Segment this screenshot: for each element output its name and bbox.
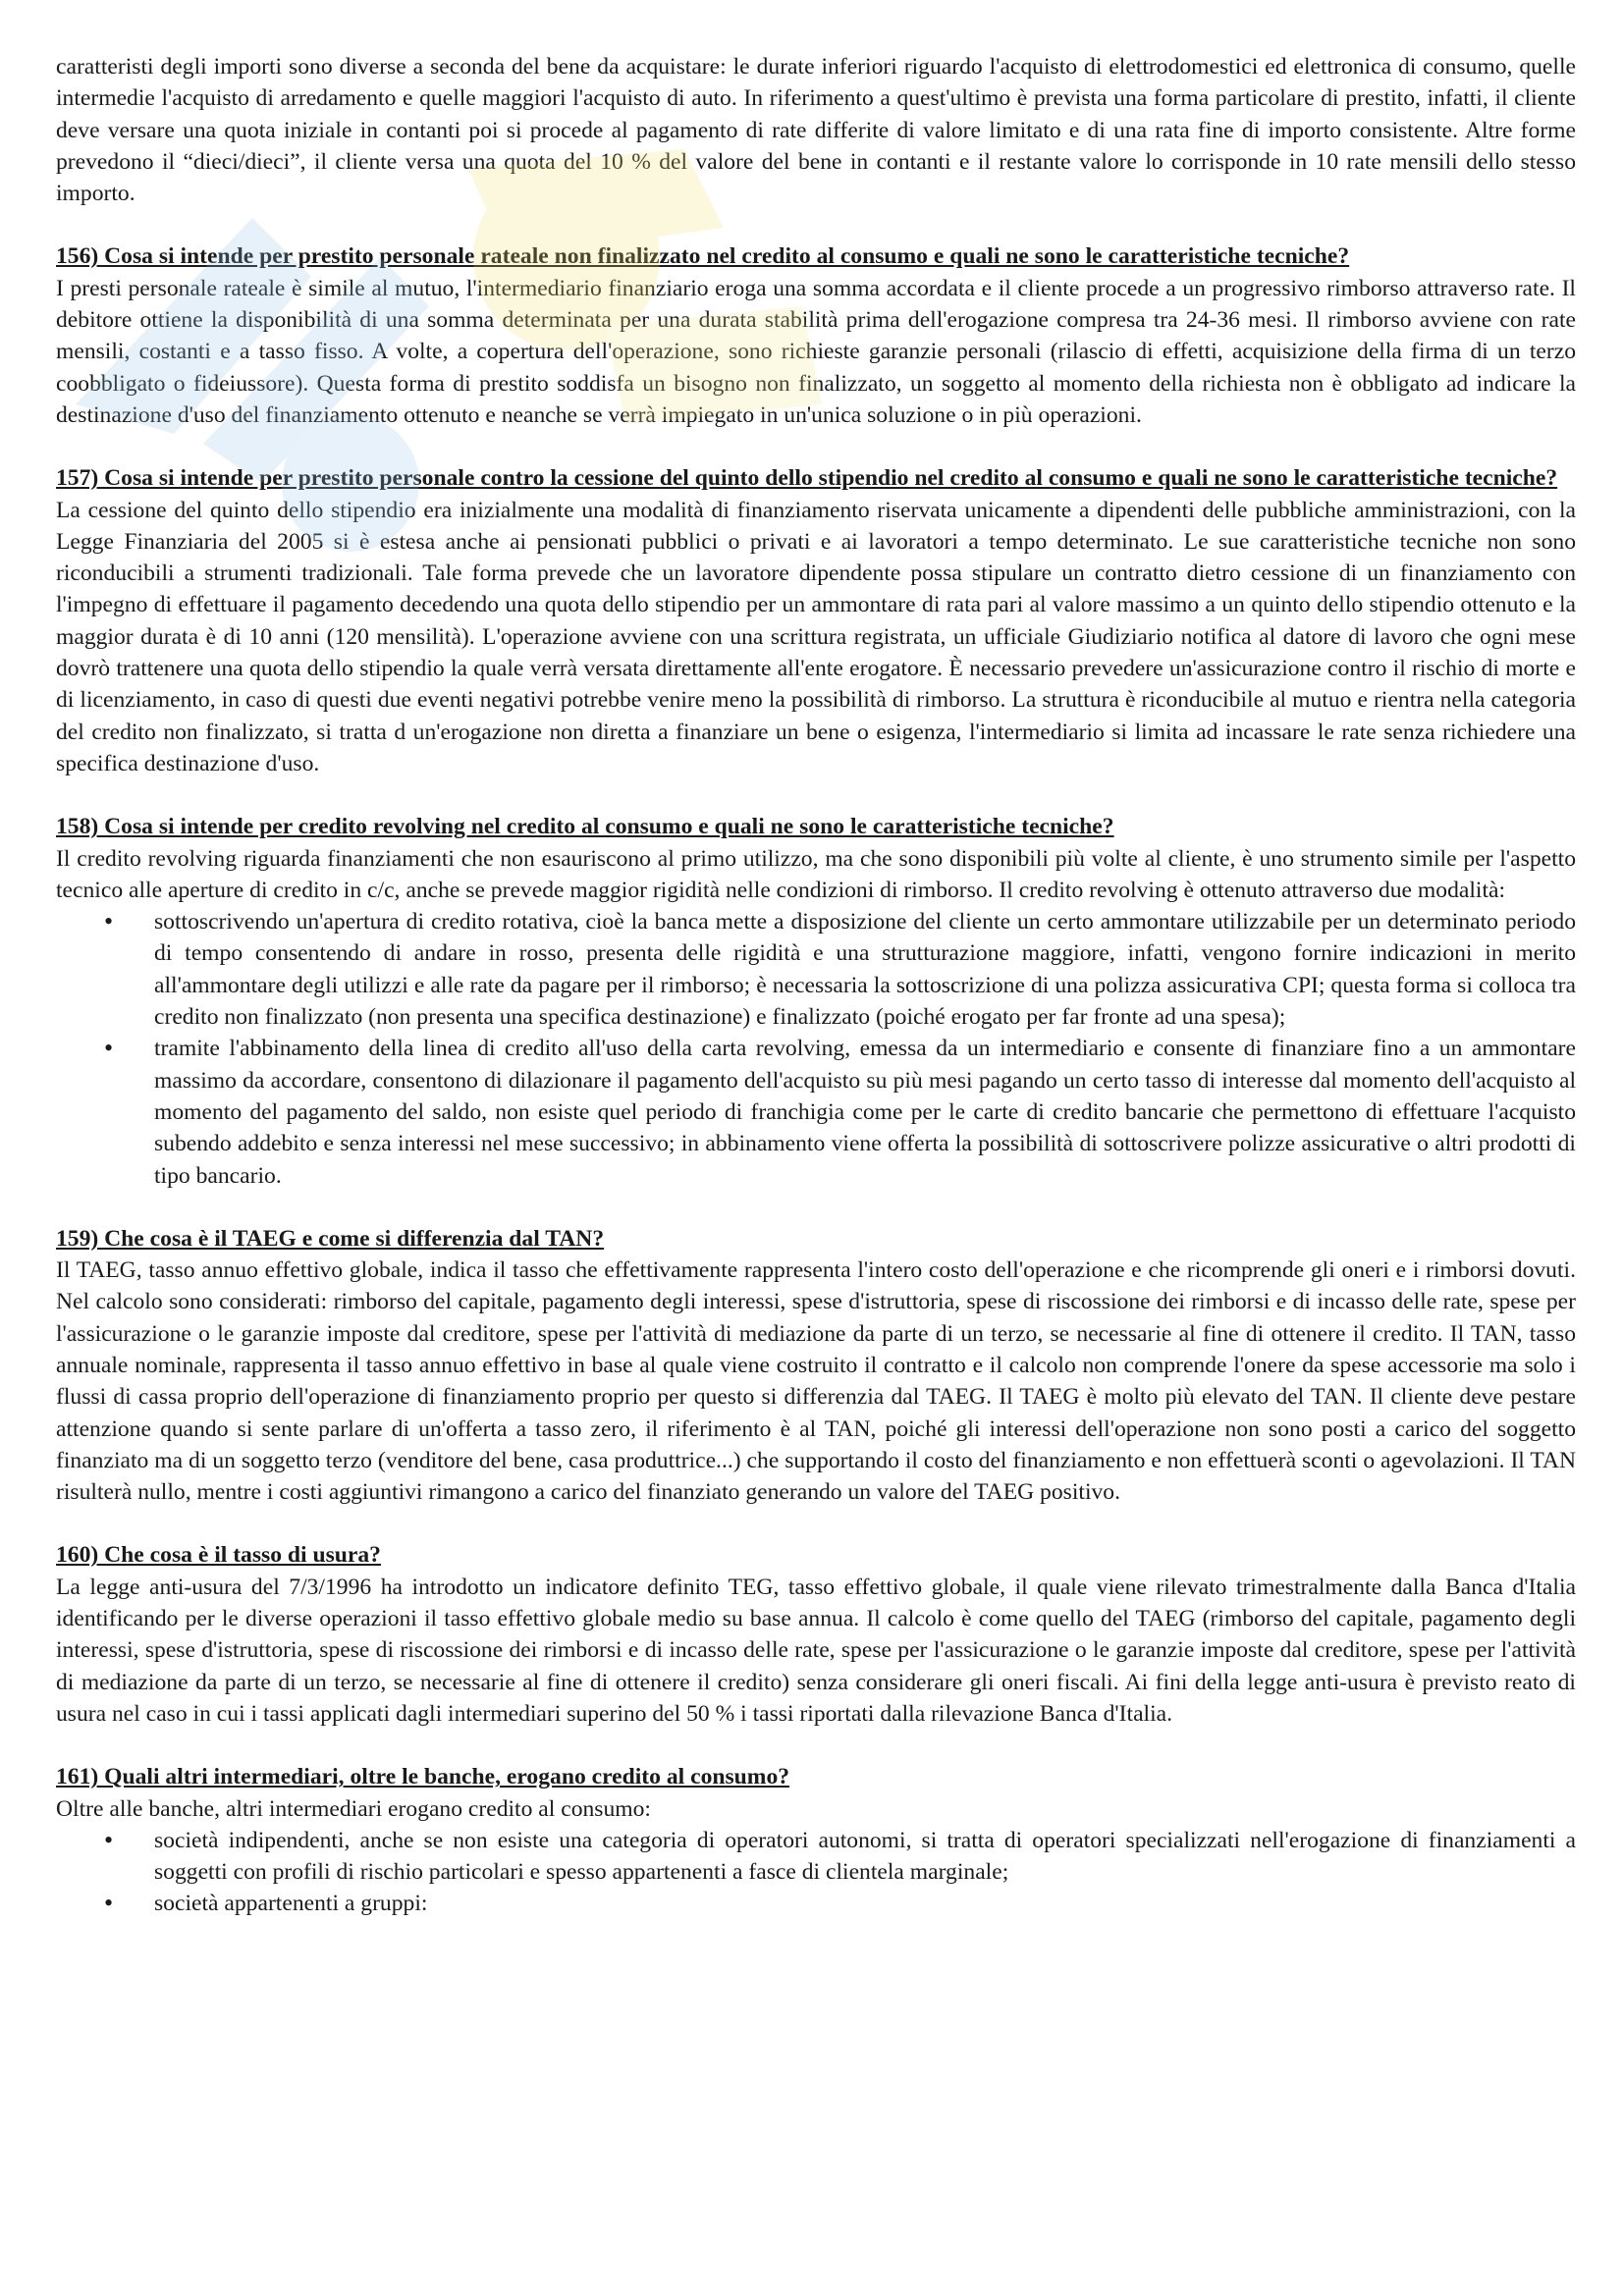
answer-paragraph: La legge anti-usura del 7/3/1996 ha introdotto un indicatore definito TEG, tasso effettivo globale, il quale viene rilevato trimestralmente dalla Banca d'Italia identificando per le diverse operazioni il tasso effettivo globale medio su base annua. Il calcolo è come quello del TAEG (rimborso del capitale, pagamento degli interessi, spese d'istruttoria, spese di riscossione dei rimborsi e di incasso delle rate, spese per l'assicurazione o le garanzie imposte dal creditore, spese per l'attività di mediazione da parte di un terzo, se necessarie al fine di ottenere il credito) senza considerare gli oneri fiscali. Ai fini della legge anti-usura è previsto reato di usura nel caso in cui i tassi applicati dagli intermediari superino del 50 % i tassi riportati dalla rilevazione Banca d'Italia. bbox=[56, 1574, 1576, 1727]
list-item: • società indipendenti, anche se non esiste una categoria di operatori autonomi, si tratta di operatori specializzati nell'erogazione di finanziamenti a soggetti con profili di rischio particolari e spesso appartenenti a fasce di clientela marginale; bbox=[56, 1825, 1576, 1889]
list-item: • tramite l'abbinamento della linea di credito all'uso della carta revolving, emessa da un intermediario e consente di finanziare fino a un ammontare massimo da accordare, consentono di dilazionare il pagamento dell'acquisto su più mesi pagando un certo tasso di interesse dal momento dell'acquisto al momento del pagamento del saldo, non esiste quel periodo di franchigia come per le carte di credito bancarie che permettono di effettuare l'acquisto subendo addebito e senza interessi nel mese successivo; in abbinamento viene offerta la possibilità di sottoscrivere polizze assicurative o altri prodotti di tipo bancario. bbox=[56, 1033, 1576, 1191]
question-heading: 161) Quali altri intermediari, oltre le banche, erogano credito al consumo? bbox=[56, 1764, 790, 1790]
section-159 bbox=[56, 1223, 1576, 1509]
section-156 bbox=[56, 240, 1576, 431]
answer-paragraph: I presti personale rateale è simile al mutuo, l'intermediario finanziario eroga una somma accordata e il cliente procede a un progressivo rimborso attraverso rate. Il debitore ottiene la disponibilità di una somma determinata per una durata stabilità prima dell'erogazione compresa tra 24-36 mesi. Il rimborso avviene con rate mensili, costanti e a tasso fisso. A volte, a copertura dell'operazione, sono richieste garanzie personali (rilascio di effetti, acquisizione della firma di un terzo coobbligato o fideiussore). Questa forma di prestito soddisfa un bisogno non finalizzato, un soggetto al momento della richiesta non è obbligato ad indicare la destinazione d'uso del finanziamento ottenuto e neanche se verrà impiegato in un'unica soluzione o in più operazioni. bbox=[56, 275, 1576, 428]
question-heading: 156) Cosa si intende per prestito personale rateale non finalizzato nel credito al consumo e quali ne sono le caratteristiche tecniche? bbox=[56, 243, 1350, 270]
question-heading: 157) Cosa si intende per prestito personale contro la cessione del quinto dello stipendio nel credito al consumo e quali ne sono le caratteristiche tecniche? bbox=[56, 465, 1558, 492]
question-heading: 160) Che cosa è il tasso di usura? bbox=[56, 1542, 381, 1569]
answer-paragraph: Oltre alle banche, altri intermediari erogano credito al consumo: bbox=[56, 1795, 651, 1822]
list-item: • sottoscrivendo un'apertura di credito rotativa, cioè la banca mette a disposizione del cliente un certo ammontare utilizzabile per un determinato periodo di tempo consentendo di andare in rosso, presenta delle rigidità e una strutturazione maggiore, infatti, vengono fornire indicazioni in merito all'ammontare degli utilizzi e alle rate da pagare per il rimborso; è necessaria la sottoscrizione di una polizza assicurativa CPI; questa forma si colloca tra credito non finalizzato (non presenta una specifica destinazione) e finalizzato (poiché erogato per far fronte ad una spesa); bbox=[56, 906, 1576, 1033]
answer-paragraph: La cessione del quinto dello stipendio era inizialmente una modalità di finanziamento riservata unicamente a dipendenti delle pubbliche amministrazioni, con la Legge Finanziaria del 2005 si è estesa anche ai pensionati pubblici o privati e ai lavoratori a tempo determinato. Le sue caratteristiche tecniche non sono riconducibili a strumenti tradizionali. Tale forma prevede che un lavoratore dipendente possa stipulare un contratto dietro cessione di un finanziamento con l'impegno di effettuare il pagamento decedendo una quota dello stipendio per un ammontare di rata pari al valore massimo a un quinto dello stipendio ottenuto e la maggior durata è di 10 anni (120 mensilità). L'operazione avviene con una scrittura registrata, un ufficiale Giudiziario notifica al datore di lavoro che ogni mese dovrò trattenere una quota dello stipendio la quale verrà versata direttamente all'ente erogatore. È necessario prevedere un'assicurazione contro il rischio di morte e di licenziamento, in caso di questi due eventi negativi potrebbe venire meno la possibilità di rimborso. La struttura è riconducibile al mutuo e rientra nella categoria del credito non finalizzato, si tratta d un'erogazione non diretta a finanziare un bene o esigenza, l'intermediario si limita ad incassare le rate senza richiedere una specifica destinazione d'uso. bbox=[56, 497, 1576, 776]
list-item: • società appartenenti a gruppi: bbox=[56, 1888, 1576, 1919]
answer-paragraph: Il credito revolving riguarda finanziamenti che non esauriscono al primo utilizzo, ma che sono disponibili più volte al cliente, è uno strumento simile per l'aspetto tecnico alle aperture di credito in c/c, anche se prevede maggior rigidità nelle condizioni di rimborso. Il credito revolving è ottenuto attraverso due modalità: bbox=[56, 845, 1576, 903]
section-158 bbox=[56, 811, 1576, 1192]
bullet-list bbox=[56, 1825, 1576, 1920]
answer-paragraph: Il TAEG, tasso annuo effettivo globale, indica il tasso che effettivamente rappresenta l'intero costo dell'operazione e che ricomprende gli oneri e i rimborsi dovuti. Nel calcolo sono considerati: rimborso del capitale, pagamento degli interessi, spese d'istruttoria, spese di riscossione dei rimborsi e di incasso delle rate, spese per l'assicurazione o le garanzie imposte dal creditore, spese per l'attività di mediazione da parte di un terzo, se necessarie al fine di ottenere il credito. Il TAN, tasso annuale nominale, rappresenta il tasso annuo effettivo in base al quale viene costruito il contratto e il calcolo non comprende l'onere da spese accessorie ma solo i flussi di cassa proprio dell'operazione di finanziamento proprio per questo si differenzia dal TAEG. Il TAEG è molto più elevato del TAN. Il cliente deve pestare attenzione quando si sente parlare di un'offerta a tasso zero, il riferimento è al TAN, poiché gli interessi dell'operazione non sono posti a carico del soggetto finanziato ma di un soggetto terzo (venditore del bene, casa produttrice...) che supportando il costo del finanziamento e non effettuerà sconti o agevolazioni. Il TAN risulterà nullo, mentre i costi aggiuntivi rimangono a carico del finanziato generando un valore del TAEG positivo. bbox=[56, 1257, 1576, 1506]
section-157 bbox=[56, 462, 1576, 779]
section-160 bbox=[56, 1539, 1576, 1730]
question-heading: 159) Che cosa è il TAEG e come si differenzia dal TAN? bbox=[56, 1225, 605, 1252]
document-page bbox=[56, 51, 1576, 1920]
intro-paragraph: caratteristi degli importi sono diverse a seconda del bene da acquistare: le durate inferiori riguardo l'acquisto di elettrodomestici ed elettronica di consumo, quelle intermedie l'acquisto di arredamento e quelle maggiori l'acquisto di auto. In riferimento a quest'ultimo è prevista una forma particolare di prestito, infatti, il cliente deve versare una quota iniziale in contanti poi si procede al pagamento di rate differite di valore limitato e di una rata fine di importo consistente. Altre forme prevedono il “dieci/dieci”, il cliente versa una quota del 10 % del valore del bene in contanti e il restante valore lo corrisponde in 10 rate mensili dello stesso importo. bbox=[56, 54, 1576, 207]
bullet-list bbox=[56, 906, 1576, 1192]
section-161 bbox=[56, 1761, 1576, 1919]
question-heading: 158) Cosa si intende per credito revolving nel credito al consumo e quali ne sono le caratteristiche tecniche? bbox=[56, 814, 1114, 840]
